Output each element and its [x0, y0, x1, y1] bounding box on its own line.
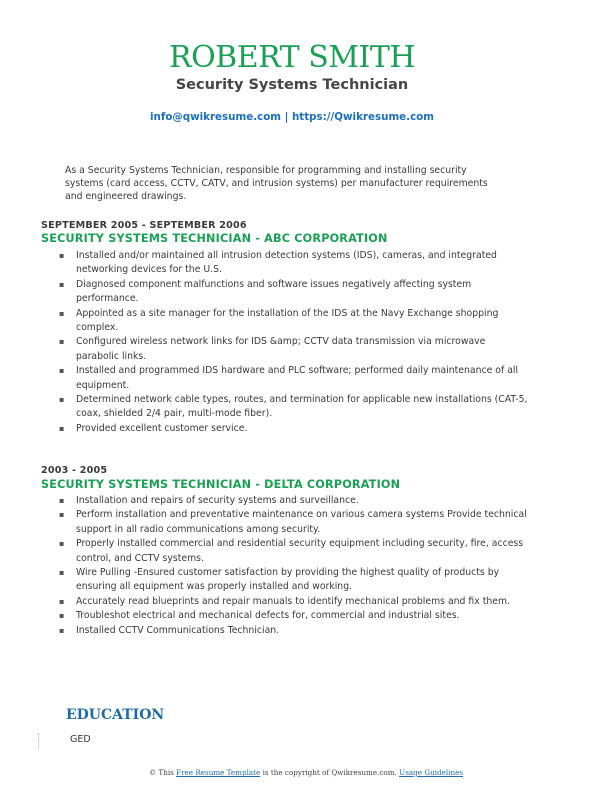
footer-text: is the copyright of Qwikresume.com.	[260, 768, 400, 777]
list-item: ▪ Installation and repairs of security systems and surveillance.	[59, 494, 529, 508]
usage-guidelines-link[interactable]: Usage Guidelines	[399, 768, 464, 777]
list-item: ▪ Diagnosed component malfunctions and software issues negatively affecting system performance.	[59, 278, 472, 305]
list-item: ▪ Determined network cable types, routes, and termination for applicable new installations (CAT-5, coax, shielded 2/4 pair, multi-mode fiber).	[59, 394, 528, 420]
candidate-name: ROBERT SMITH	[168, 40, 416, 75]
contact-line	[0, 111, 584, 123]
bullet-icon: ▪	[59, 611, 65, 621]
separator: |	[281, 111, 292, 123]
list-item: ▪ Installed and programmed IDS hardware and PLC software; performed daily maintenance of all equipment.	[59, 365, 519, 391]
bullet-icon: ▪	[59, 510, 65, 520]
bullet-icon: ▪	[59, 251, 65, 260]
footer	[0, 768, 612, 777]
job-dates: 2003 - 2005	[41, 465, 108, 476]
list-item: ▪ Accurately read blueprints and repair manuals to identify mechanical problems and fix them.	[59, 595, 529, 609]
free-resume-template-link[interactable]: Free Resume Template	[176, 768, 261, 777]
footer-text: © This	[148, 768, 177, 777]
education-heading: EDUCATION	[66, 707, 165, 723]
job-bullets	[59, 249, 529, 436]
bullet-icon: ▪	[59, 625, 65, 635]
email-link[interactable]: info@qwikresume.com	[150, 111, 282, 123]
job-dates: SEPTEMBER 2005 - SEPTEMBER 2006	[41, 220, 247, 231]
bullet-icon: ▪	[59, 308, 65, 318]
list-item: ▪ Installed CCTV Communications Technician.	[59, 624, 529, 638]
bullet-icon: ▪	[59, 279, 65, 289]
bullet-icon: ▪	[59, 596, 65, 606]
list-item: ▪ Properly installed commercial and residential security equipment including security, fire, access control, and CCTV systems.	[59, 538, 524, 564]
list-item: ▪ Perform installation and preventative maintenance on various camera systems Provide technical support in all radio communications among security.	[59, 509, 527, 535]
job-role: SECURITY SYSTEMS TECHNICIAN - DELTA CORPORATION	[41, 478, 401, 491]
list-item: ▪ Appointed as a site manager for the installation of the IDS at the Navy Exchange shopping complex.	[59, 307, 499, 334]
education-item: GED	[70, 734, 91, 745]
bullet-icon: ▪	[59, 423, 65, 433]
summary: As a Security Systems Technician, responsible for programming and installing security systems (card access, CCTV, CATV, and intrusion systems) per manufacturer requirements and engineered drawings.	[65, 165, 488, 202]
job-title: Security Systems Technician	[175, 77, 409, 93]
job-role: SECURITY SYSTEMS TECHNICIAN - ABC CORPORATION	[41, 232, 388, 245]
bullet-icon: ▪	[59, 395, 65, 405]
website-link[interactable]: https://Qwikresume.com	[291, 111, 434, 123]
list-item: ▪ Provided excellent customer service.	[59, 422, 529, 436]
divider	[38, 733, 40, 749]
list-item: ▪ Installed and/or maintained all intrusion detection systems (IDS), cameras, and integrated networking devices for the U.S.	[59, 250, 497, 276]
job-bullets	[59, 494, 529, 638]
bullet-icon: ▪	[59, 366, 65, 376]
bullet-icon: ▪	[59, 496, 65, 505]
list-item: ▪ Wire Pulling -Ensured customer satisfaction by providing the highest quality of products by ensuring all equipment was properly installed and working.	[59, 567, 500, 593]
bullet-icon: ▪	[59, 539, 65, 549]
bullet-icon: ▪	[59, 337, 65, 347]
list-item: ▪ Configured wireless network links for IDS &amp; CCTV data transmission via microwave parabolic links.	[59, 336, 486, 362]
list-item: ▪ Troubleshot electrical and mechanical defects for, commercial and industrial sites.	[59, 609, 529, 623]
bullet-icon: ▪	[59, 568, 65, 578]
